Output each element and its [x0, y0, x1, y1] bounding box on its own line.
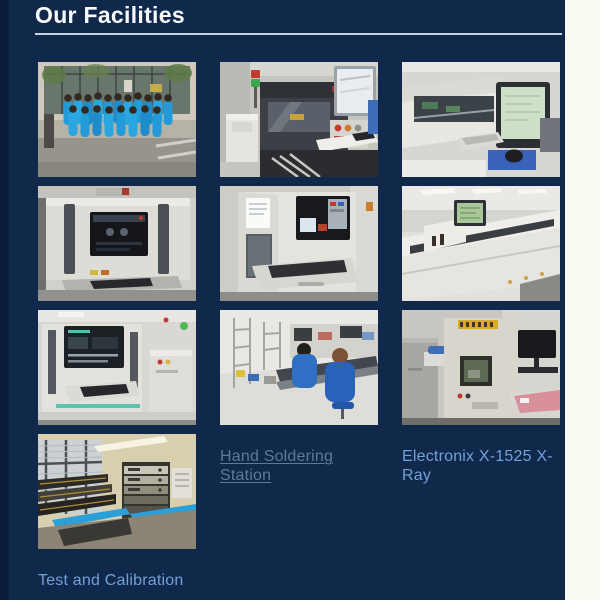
photo-team-group[interactable]	[38, 62, 196, 177]
photo-reflow-conveyor-line[interactable]	[402, 186, 560, 301]
test-calibration-photo-illustration	[38, 434, 196, 549]
hand-soldering-photo-illustration	[220, 310, 378, 425]
photo-aoi-inspection-machine[interactable]	[38, 186, 196, 301]
photo-electronix-xray-machine[interactable]	[402, 310, 560, 425]
smt-machine-photo-illustration	[220, 62, 378, 177]
inspection-station-photo-illustration	[38, 310, 196, 425]
caption-hand-soldering-station-link[interactable]: Hand Soldering Station	[220, 448, 334, 484]
facilities-photo-gallery	[38, 62, 560, 590]
wave-solder-photo-illustration	[402, 62, 560, 177]
photo-wave-solder-machine[interactable]	[402, 62, 560, 177]
caption-electronix-x1525-xray[interactable]: Electronix X-1525 X-Ray	[402, 448, 553, 484]
photo-smt-pick-and-place[interactable]	[220, 62, 378, 177]
photo-inspection-station[interactable]	[38, 310, 196, 425]
aoi-machine-photo-illustration	[38, 186, 196, 301]
test-machine-photo-illustration	[220, 186, 378, 301]
team-group-photo-illustration	[38, 62, 196, 177]
page-title: Our Facilities	[35, 2, 185, 28]
photo-test-machine-monitor[interactable]	[220, 186, 378, 301]
page-right-margin	[565, 0, 600, 600]
conveyor-line-photo-illustration	[402, 186, 560, 301]
gallery-column-3	[402, 62, 560, 590]
caption-test-and-calibration[interactable]: Test and Calibration	[38, 572, 184, 589]
photo-test-and-calibration-lab[interactable]	[38, 434, 196, 549]
photo-hand-soldering-station[interactable]	[220, 310, 378, 425]
title-underline-rule	[35, 33, 562, 35]
xray-machine-photo-illustration	[402, 310, 560, 425]
gallery-column-2	[220, 62, 378, 590]
page-left-edge	[0, 0, 9, 600]
gallery-column-1	[38, 62, 196, 590]
